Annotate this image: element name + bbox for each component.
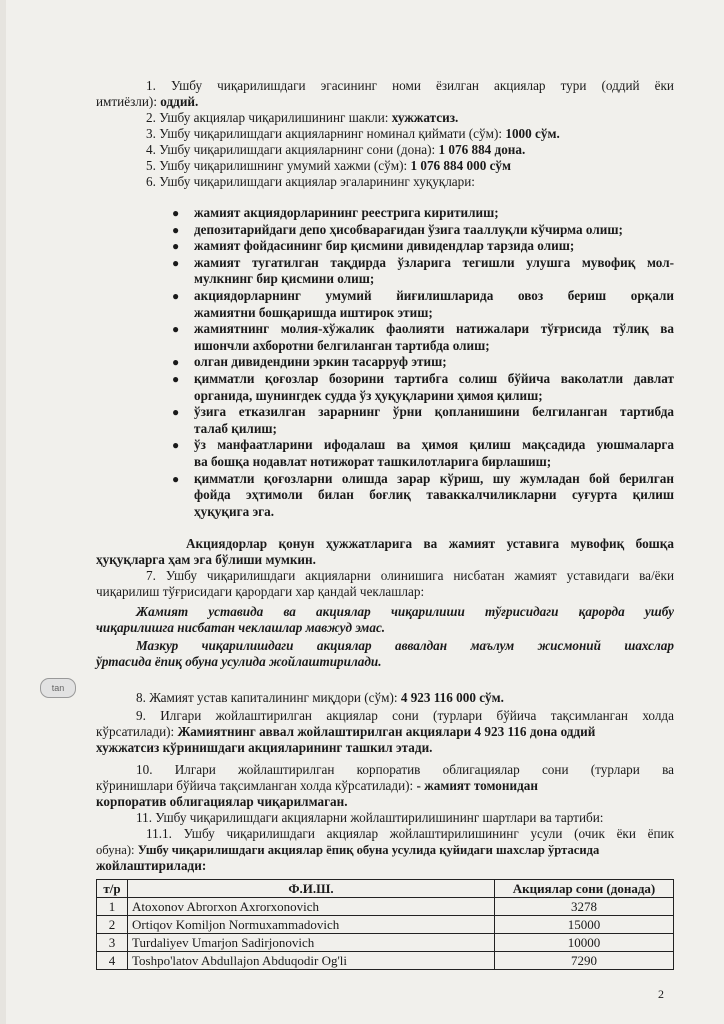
bullet-icon: ● <box>172 255 180 270</box>
right-item: қимматли қоғозлар бозорини тартибга солиш бўйича ваколатли давлат <box>194 371 674 386</box>
row-number: 4 <box>97 952 128 970</box>
table-row <box>97 916 674 934</box>
item-3: 3. Ушбу чиқарилишдаги акцияларнинг номинал қиймати (сўм): 1000 сўм. <box>146 126 560 141</box>
right-item: олган дивидендини эркин тасарруф этиш; <box>194 354 447 370</box>
item-10-line-2: кўринишлари бўйича тақсимланган холда кўрсатилади): - жамият томонидан <box>96 778 538 793</box>
row-name: Ortiqov Komiljon Normuxammadovich <box>128 916 495 934</box>
item-4: 4. Ушбу чиқарилишдаги акцияларнинг сони (дона): 1 076 884 дона. <box>146 142 526 157</box>
item-7-line-6: ўртасида ёпиқ обуна усулида жойлаштирилади. <box>96 654 382 669</box>
bullet-icon: ● <box>172 355 180 370</box>
row-shares: 10000 <box>495 934 674 952</box>
bullet-icon: ● <box>172 206 180 220</box>
right-item: ҳуқуқига эга. <box>194 503 275 519</box>
bullet-icon: ● <box>172 222 180 237</box>
item-5: 5. Ушбу чиқарилишнинг умумий хажми (сўм): 1 076 884 000 сўм <box>146 158 512 173</box>
item-8: 8. Жамият устав капиталининг миқдори (сўм): 4 923 116 000 сўм. <box>136 690 504 705</box>
row-number: 3 <box>97 934 128 952</box>
item-11-1-line-1: 11.1. Ушбу чиқарилишдаги акциялар жойлаштирилишининг усули (очик ёки ёпик <box>146 826 674 841</box>
row-name: Toshpo'latov Abdullajon Abduqodir Og'li <box>128 952 495 970</box>
item-2: 2. Ушбу акциялар чиқарилишининг шакли: хужжатсиз. <box>146 110 459 125</box>
item-10-line-3: корпоратив облигациялар чиқарилмаган. <box>96 794 348 809</box>
col-header-shares: Акциялар сони (донада) <box>495 880 674 898</box>
right-item: органида, шунингдек судда ўз ҳуқуқларини ҳимоя қилиш; <box>194 387 543 403</box>
right-item: мулкнинг бир қисмини олиш; <box>194 271 375 287</box>
item-10-line-1: 10. Илгари жойлаштирилган корпоратив облигациялар сони (турлари ва <box>136 762 674 777</box>
table-header-row <box>97 880 674 898</box>
item-1-line-2: имтиёзли): оддий. <box>96 94 199 109</box>
item-11-1-line-3: жойлаштирилади: <box>96 858 207 873</box>
right-item: депозитарийдаги депо ҳисобварағидан ўзига тааллуқли кўчирма олиш; <box>194 221 623 237</box>
table-row <box>97 898 674 916</box>
bullet-icon: ● <box>172 471 180 486</box>
row-name: Turdaliyev Umarjon Sadirjonovich <box>128 934 495 952</box>
item-7-line-5: Мазкур чиқарилишдаги акциялар аввалдан маълум жисмоний шахслар <box>136 638 674 653</box>
right-item: акциядорларнинг умумий йиғилишларида овоз бериш орқали <box>194 288 674 303</box>
page-number: 2 <box>658 987 664 1001</box>
bullet-icon: ● <box>172 289 180 303</box>
right-item: ишончли ахборотни белгиланган тартибда олиш; <box>194 337 490 353</box>
row-number: 1 <box>97 898 128 916</box>
item-7-line-3: Жамият уставида ва акциялар чиқарилиши тўғрисидаги қарорда ушбу <box>136 604 674 619</box>
right-item: ўзига етказилган зарарнинг ўрни қопланишини белгиланган тартибда <box>194 404 674 420</box>
item-1-line-1: 1. Ушбу чиқарилишдаги эгасининг номи ёзилган акциялар тури (оддий ёки <box>146 78 674 93</box>
right-item: жамият акциядорларининг реестрига киритилиш; <box>194 205 499 220</box>
row-shares: 15000 <box>495 916 674 934</box>
row-shares: 7290 <box>495 952 674 970</box>
scan-edge <box>0 0 6 1024</box>
other-rights-line-1: Акциядорлар қонун ҳужжатларига ва жамият уставига мувофиқ бошқа <box>186 536 674 551</box>
right-item: жамият тугатилган тақдирда ўзларига тегишли улушга мувофиқ мол- <box>194 254 674 270</box>
bullet-icon: ● <box>172 438 180 453</box>
item-9-line-2: кўрсатилади): Жамиятнинг аввал жойлаштирилган акциялари 4 923 116 дона оддий <box>96 724 596 739</box>
col-header-name: Ф.И.Ш. <box>128 880 495 898</box>
bullet-icon: ● <box>172 372 180 386</box>
item-9-line-3: хужжатсиз кўринишдаги акцияларининг ташкил этади. <box>96 740 433 755</box>
right-item: фойда эҳтимоли билан боғлиқ таваккалчиликларни суғурта қилиш <box>194 487 674 503</box>
item-6: 6. Ушбу чиқарилишдаги акциялар эгаларининг хуқуқлари: <box>146 174 475 189</box>
right-item: жамиятнинг молия-хўжалик фаолияти натижалари тўғрисида тўлиқ ва <box>194 321 674 337</box>
bullet-icon: ● <box>172 405 180 420</box>
item-11: 11. Ушбу чиқарилишдаги акцияларни жойлаштирилишининг шартлари ва тартиби: <box>136 810 604 825</box>
item-7-line-4: чиқарилишга нисбатан чеклашлар мавжуд эмас. <box>96 620 386 635</box>
item-7-line-2: чиқарилиш тўғрисидаги қарордаги хар қандай чеклашлар: <box>96 584 425 599</box>
row-name: Atoxonov Abrorxon Axrorxonovich <box>128 898 495 916</box>
row-shares: 3278 <box>495 898 674 916</box>
stamp: tan <box>40 678 76 698</box>
item-9-line-1: 9. Илгари жойлаштирилган акциялар сони (турлари бўйича тақсимланган холда <box>136 708 674 723</box>
right-item: жамиятни бошқаришда иштирок этиш; <box>194 304 433 320</box>
other-rights-line-2: ҳуқуқларга ҳам эга бўлиши мумкин. <box>96 552 316 567</box>
right-item: талаб қилиш; <box>194 420 277 436</box>
right-item: ўз манфаатларини ифодалаш ва ҳимоя қилиш мақсадида уюшмаларга <box>194 437 674 453</box>
bullet-icon: ● <box>172 239 180 254</box>
item-11-1-line-2: обуна): Ушбу чиқарилишдаги акциялар ёпиқ обуна усулида қуйидаги шахслар ўртасида <box>96 843 600 857</box>
shareholders-table <box>96 879 674 970</box>
right-item: ва бошқа нодавлат нотижорат ташкилотларига бирлашиш; <box>194 454 552 469</box>
row-number: 2 <box>97 916 128 934</box>
table-row <box>97 934 674 952</box>
bullet-icon: ● <box>172 322 180 337</box>
right-item: жамият фойдасининг бир қисмини дивидендлар тарзида олиш; <box>194 238 575 254</box>
table-row <box>97 952 674 970</box>
col-header-number: т/р <box>97 880 128 898</box>
item-7-line-1: 7. Ушбу чиқарилишдаги акцияларни олинишига нисбатан жамият уставидаги ва/ёки <box>146 568 674 583</box>
right-item: қимматли қоғозларни олишда зарар кўриш, шу жумладан бой берилган <box>194 470 674 486</box>
